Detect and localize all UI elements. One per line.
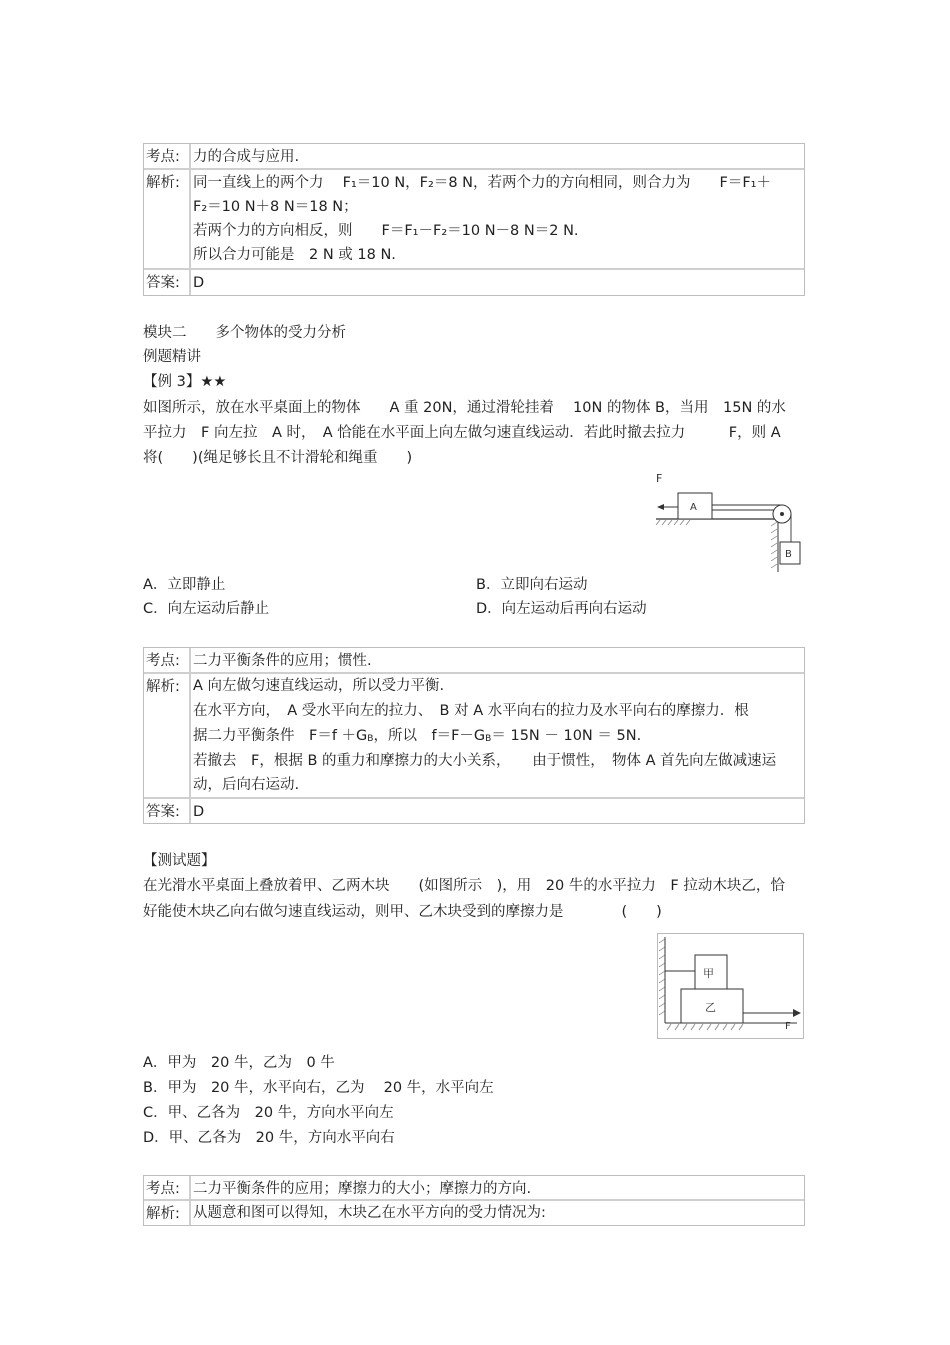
block-a-label: A	[690, 502, 697, 513]
answer-text: D	[193, 275, 205, 291]
jiexi-line: A 向左做匀速直线运动，所以受力平衡.	[193, 678, 445, 694]
answer-row	[144, 799, 804, 823]
option-c: C．甲、乙各为 20 牛，方向水平向左	[143, 1105, 394, 1121]
jiexi-line: 所以合力可能是 2 N 或 18 N.	[193, 247, 396, 263]
jiexi-line: F₂＝10 N＋8 N＝18 N；	[193, 199, 358, 215]
jiexi-text: 从题意和图可以得知，木块乙在水平方向的受力情况为:	[193, 1205, 546, 1221]
module-title: 模块二 多个物体的受力分析	[143, 325, 346, 341]
jiexi-line: 在水平方向， A 受水平向左的拉力、 B 对 A 水平向右的拉力及水平向右的摩擦力．根	[193, 703, 749, 719]
option-a: A．甲为 20 牛，乙为 0 牛	[143, 1055, 335, 1071]
option-b: B．甲为 20 牛，水平向右，乙为 20 牛，水平向左	[143, 1080, 494, 1096]
kaodian-row	[144, 648, 804, 674]
option-d: D．向左运动后再向右运动	[476, 601, 647, 617]
option-b: B．立即向右运动	[476, 577, 588, 593]
stacked-blocks-figure	[657, 933, 805, 1040]
jiexi-label: 解析:	[146, 679, 180, 695]
analysis-table-1	[143, 143, 805, 296]
jiexi-label: 解析:	[146, 175, 180, 191]
analysis-table-3	[143, 1175, 805, 1226]
jiexi-line: 据二力平衡条件 $F=f +G_B$，所以 $f=F-G_B= 15N - 10N = 5N$.	[193, 728, 642, 744]
jiexi-label: 解析:	[146, 1206, 180, 1222]
question-line: 好能使木块乙向右做匀速直线运动，则甲、乙木块受到的摩擦力是 ( )	[143, 904, 662, 920]
answer-text: D	[193, 804, 205, 820]
kaodian-text: 二力平衡条件的应用；惯性.	[193, 653, 372, 669]
jiexi-row	[144, 170, 804, 270]
force-label: F	[656, 472, 663, 485]
block-yi-label: 乙	[705, 1001, 716, 1014]
jiexi-line: 动，后向右运动.	[193, 777, 300, 793]
option-a: A．立即静止	[143, 577, 226, 593]
jiexi-row	[144, 1201, 804, 1225]
kaodian-label: 考点:	[146, 653, 180, 669]
question-line: 将( )(绳足够长且不计滑轮和绳重 )	[143, 450, 413, 466]
section-title: 例题精讲	[143, 349, 201, 365]
kaodian-text: 力的合成与应用.	[193, 149, 300, 165]
answer-label: 答案:	[146, 804, 180, 820]
kaodian-text: 二力平衡条件的应用；摩擦力的大小；摩擦力的方向.	[193, 1181, 532, 1197]
kaodian-row	[144, 1176, 804, 1201]
example-tag: 【例 3】★★	[143, 374, 227, 390]
jiexi-line: 若撤去 F，根据 B 的重力和摩擦力的大小关系， 由于惯性， 物体 A 首先向左做减速运	[193, 753, 777, 769]
kaodian-row	[144, 144, 804, 170]
option-d: D．甲、乙各为 20 牛，方向水平向右	[143, 1130, 395, 1146]
option-c: C．向左运动后静止	[143, 601, 270, 617]
jiexi-line: 同一直线上的两个力 F₁＝10 N，F₂＝8 N，若两个力的方向相同，则合力为 F＝F₁＋	[193, 175, 771, 191]
block-jia-label: 甲	[703, 967, 714, 980]
question-line: 在光滑水平桌面上叠放着甲、乙两木块 (如图所示 )，用 20 牛的水平拉力 F 拉动木块乙，恰	[143, 878, 785, 894]
analysis-table-2	[143, 647, 805, 824]
question-line: 如图所示，放在水平桌面上的物体 A 重 20N，通过滑轮挂着 10N 的物体 B，当用 15N 的水	[143, 400, 786, 416]
jiexi-row	[144, 674, 804, 799]
answer-label: 答案:	[146, 275, 180, 291]
pulley-figure	[654, 470, 804, 572]
kaodian-label: 考点:	[146, 149, 180, 165]
answer-row	[144, 270, 804, 295]
test-tag: 【测试题】	[143, 853, 216, 869]
question-line: 平拉力 F 向左拉 A 时， A 恰能在水平面上向左做匀速直线运动．若此时撤去拉力 F，则 A	[143, 425, 781, 441]
kaodian-label: 考点:	[146, 1181, 180, 1197]
force-label: F	[785, 1021, 791, 1032]
block-b-label: B	[785, 549, 792, 560]
jiexi-line: 若两个力的方向相反，则 F＝F₁－F₂＝10 N－8 N＝2 N.	[193, 223, 579, 239]
